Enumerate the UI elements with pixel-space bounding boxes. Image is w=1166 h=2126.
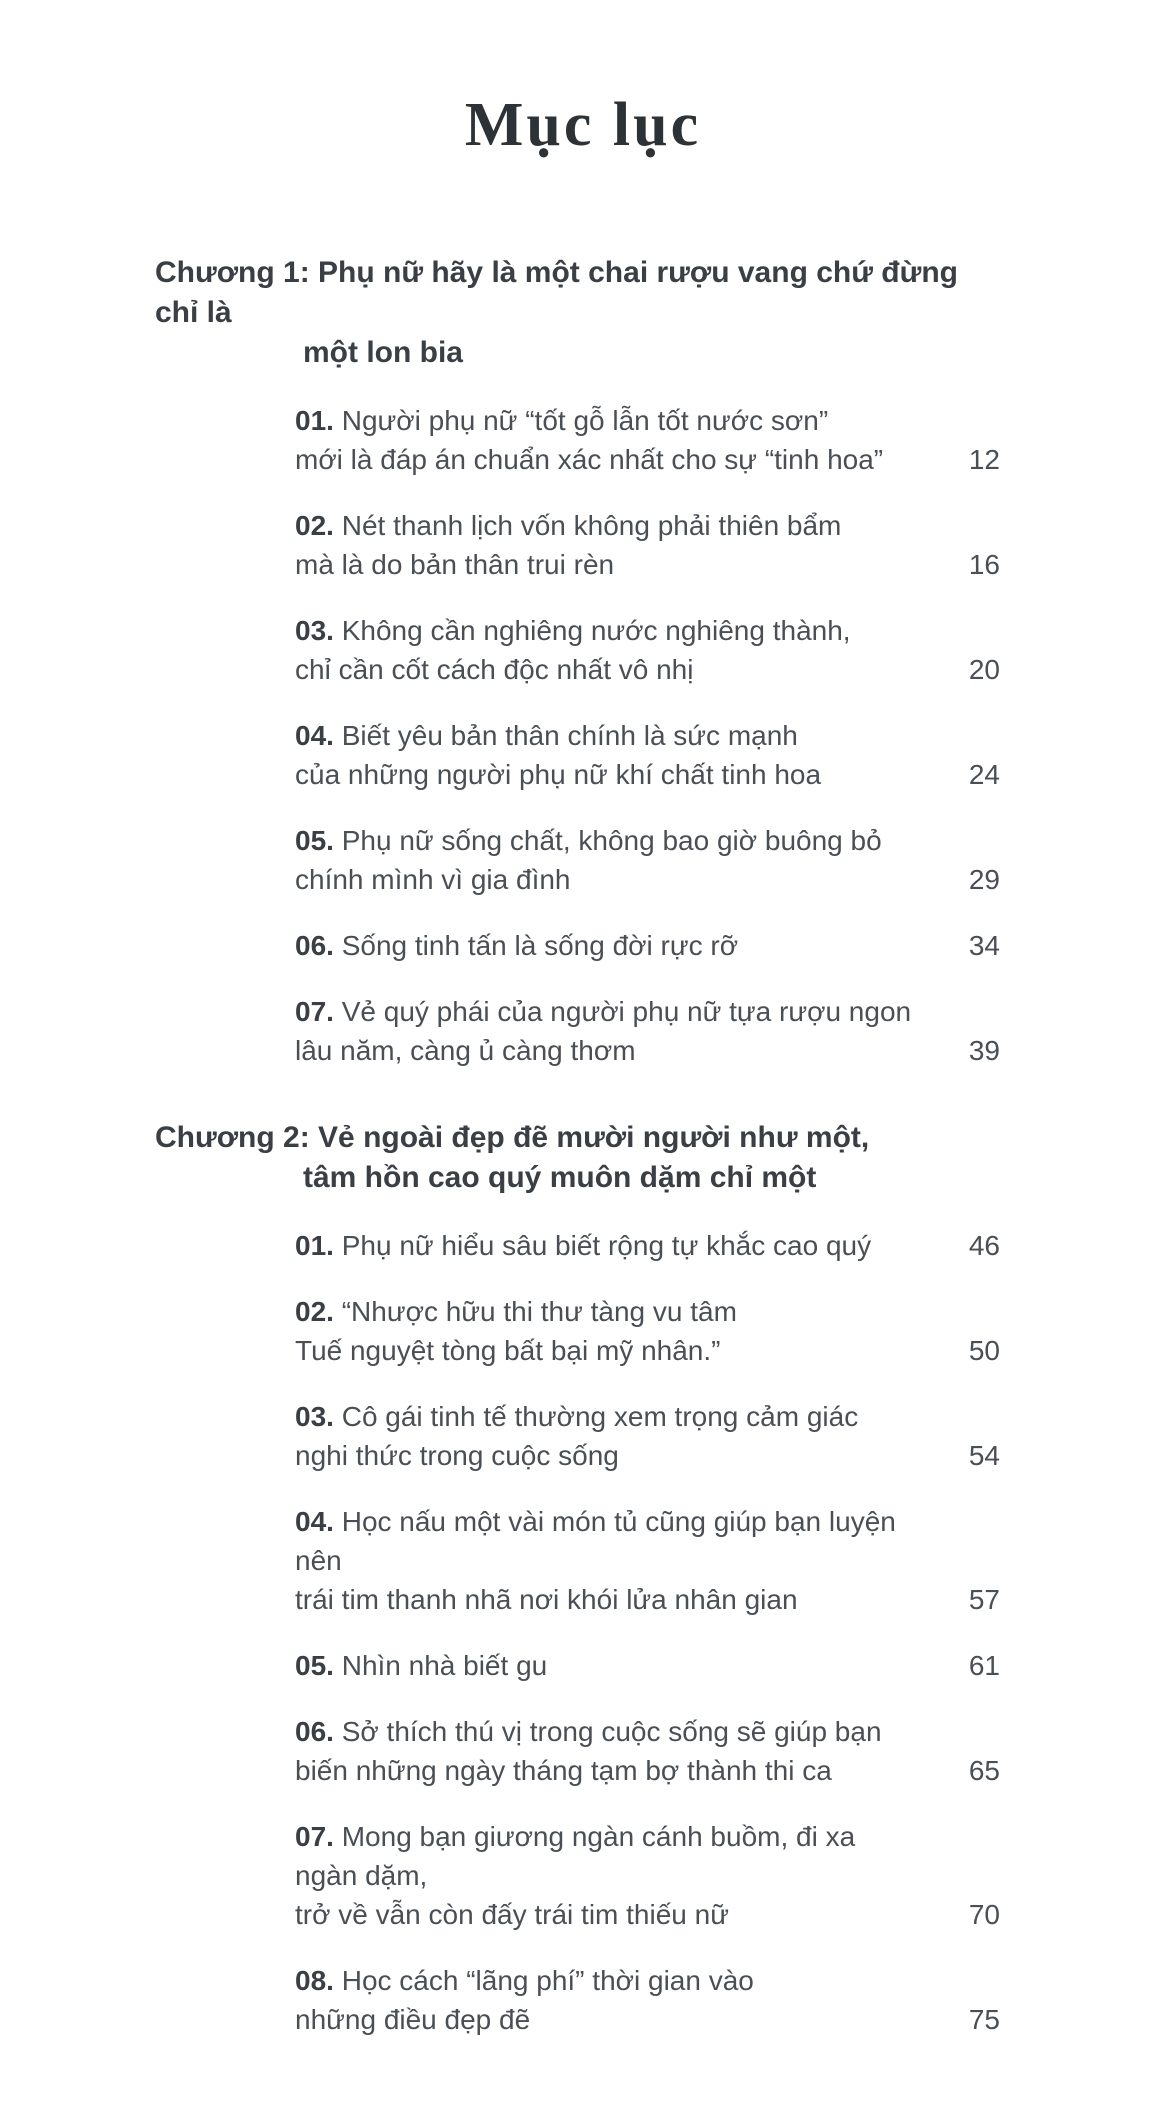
entry-text [295,992,952,1070]
chapter-section [155,253,1000,1070]
chapter-entries [295,1226,1000,2039]
entry-text [295,1397,952,1475]
entry-text-line2: nghi thức trong cuộc sống [295,1440,619,1471]
chapter-entries [295,401,1000,1070]
entry-text-line1 [295,1817,922,1895]
toc-entry [295,1646,1000,1685]
toc-entry [295,992,1000,1070]
entry-title-text: Học cách “lãng phí” thời gian vào [341,1965,754,1996]
entry-title-text: Nét thanh lịch vốn không phải thiên bẩm [341,510,842,541]
entry-text [295,1817,952,1934]
entry-title-text: Biết yêu bản thân chính là sức mạnh [341,720,798,751]
toc-entry [295,1292,1000,1370]
entry-text [295,506,952,584]
entry-text-line1 [295,1502,922,1580]
entry-number: 02. [295,1296,334,1327]
entry-number: 07. [295,1821,334,1852]
entry-text-line1 [295,401,922,440]
entry-number: 01. [295,405,334,436]
entry-title-text: Sở thích thú vị trong cuộc sống sẽ giúp bạn [341,1716,882,1747]
entry-text-line2: chỉ cần cốt cách độc nhất vô nhị [295,654,694,685]
entry-title-text: Phụ nữ hiểu sâu biết rộng tự khắc cao quý [341,1230,872,1261]
entry-text-line1 [295,926,922,965]
toc-entry [295,1961,1000,2039]
chapter-heading [155,1118,1000,1198]
entry-text-line1 [295,1226,922,1265]
entry-number: 05. [295,1650,334,1681]
chapter-heading-line2: tâm hồn cao quý muôn dặm chỉ một [303,1161,817,1194]
entry-page-number: 12 [968,444,1000,475]
entry-number: 05. [295,825,334,856]
entry-number: 03. [295,615,334,646]
toc-entry [295,926,1000,965]
entry-text [295,401,952,479]
entry-title-text: Không cần nghiêng nước nghiêng thành, [341,615,851,646]
entry-page-number: 50 [968,1335,1000,1366]
entry-title-text: Sống tinh tấn là sống đời rực rỡ [341,930,739,961]
toc-entry [295,506,1000,584]
toc-entry [295,611,1000,689]
page-title: Mục lục [464,91,702,159]
entry-number: 06. [295,1716,334,1747]
entry-page-number: 16 [968,549,1000,580]
entry-text-line1 [295,1712,922,1751]
entry-title-text: Vẻ quý phái của người phụ nữ tựa rượu ngon [341,996,912,1027]
entry-page-number: 29 [968,864,1000,895]
toc-entry [295,401,1000,479]
entry-text-line1 [295,611,922,650]
entry-title-text: Học nấu một vài món tủ cũng giúp bạn luyện nên [295,1506,896,1576]
entry-text [295,1646,952,1685]
entry-title-text: Phụ nữ sống chất, không bao giờ buông bỏ [341,825,882,856]
entry-page-number: 20 [968,654,1000,685]
entry-text-line2: chính mình vì gia đình [295,864,571,895]
entry-number: 06. [295,930,334,961]
entry-text [295,1292,952,1370]
chapter-heading [155,253,1000,373]
entry-page-number: 65 [968,1755,1000,1786]
toc-chapters [155,253,1000,2039]
entry-page-number: 34 [968,930,1000,961]
entry-text-line1 [295,506,922,545]
toc-entry [295,1397,1000,1475]
entry-title-text: Cô gái tinh tế thường xem trọng cảm giác [341,1401,859,1432]
chapter-heading-line2: một lon bia [303,336,463,369]
toc-entry [295,1712,1000,1790]
entry-text [295,1502,952,1619]
entry-page-number: 75 [968,2004,1000,2035]
entry-text [295,611,952,689]
entry-text-line2: mà là do bản thân trui rèn [295,549,615,580]
entry-page-number: 57 [968,1584,1000,1615]
entry-number: 03. [295,1401,334,1432]
entry-title-text: Người phụ nữ “tốt gỗ lẫn tốt nước sơn” [341,405,829,436]
entry-text-line1 [295,1961,922,2000]
entry-text-line2: Tuế nguyệt tòng bất bại mỹ nhân.” [295,1335,721,1366]
entry-page-number: 46 [968,1230,1000,1261]
entry-title-text: “Nhược hữu thi thư tàng vu tâm [341,1296,737,1327]
chapter-section [155,1118,1000,2039]
entry-text-line1 [295,716,922,755]
toc-entry [295,1226,1000,1265]
entry-text [295,1226,952,1265]
entry-number: 08. [295,1965,334,1996]
entry-page-number: 24 [968,759,1000,790]
entry-text [295,1961,952,2039]
entry-number: 04. [295,1506,334,1537]
entry-text-line2: những điều đẹp đẽ [295,2004,531,2035]
entry-text-line2: của những người phụ nữ khí chất tinh hoa [295,759,822,790]
entry-text [295,926,952,965]
entry-text-line2: lâu năm, càng ủ càng thơm [295,1035,636,1066]
entry-page-number: 39 [968,1035,1000,1066]
entry-text-line2: trở về vẫn còn đấy trái tim thiếu nữ [295,1899,729,1930]
entry-title-text: Nhìn nhà biết gu [341,1650,548,1681]
entry-text-line1 [295,1397,922,1436]
entry-text-line1 [295,821,922,860]
entry-text-line1 [295,1646,922,1685]
toc-entry [295,821,1000,899]
chapter-heading-line1: Chương 2: Vẻ ngoài đẹp đẽ mười người như một, [155,1121,870,1154]
entry-text-line2: biến những ngày tháng tạm bợ thành thi ca [295,1755,832,1786]
entry-number: 07. [295,996,334,1027]
toc-entry [295,716,1000,794]
toc-entry [295,1502,1000,1619]
entry-number: 01. [295,1230,334,1261]
entry-text [295,716,952,794]
chapter-heading-line1: Chương 1: Phụ nữ hãy là một chai rượu vang chứ đừng chỉ là [155,256,958,329]
entry-title-text: Mong bạn giương ngàn cánh buồm, đi xa ngàn dặm, [295,1821,856,1891]
entry-text [295,1712,952,1790]
entry-page-number: 61 [968,1650,1000,1681]
toc-entry [295,1817,1000,1934]
entry-text [295,821,952,899]
entry-text-line2: trái tim thanh nhã nơi khói lửa nhân gian [295,1584,798,1615]
entry-page-number: 54 [968,1440,1000,1471]
entry-text-line1 [295,992,922,1031]
entry-text-line2: mới là đáp án chuẩn xác nhất cho sự “tinh hoa” [295,444,884,475]
entry-number: 04. [295,720,334,751]
entry-page-number: 70 [968,1899,1000,1930]
entry-text-line1 [295,1292,922,1331]
entry-number: 02. [295,510,334,541]
